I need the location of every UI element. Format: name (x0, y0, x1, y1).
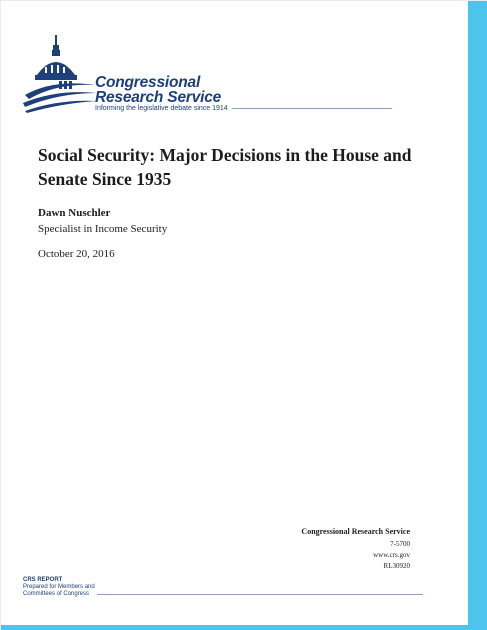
report-title: Social Security: Major Decisions in the House and Senate Since 1935 (38, 145, 412, 189)
brand-line-1: Congressional (95, 74, 201, 91)
footer-divider (97, 594, 423, 595)
publisher-name: Congressional Research Service (301, 527, 410, 536)
report-audience-line-2: Committees of Congress (23, 591, 90, 597)
tagline-row (95, 105, 392, 112)
brand-line-2: Research Service (95, 89, 222, 106)
accent-bottom-bar (1, 625, 469, 630)
accent-side-bar (468, 1, 487, 630)
report-date: October 20, 2016 (38, 248, 115, 260)
capitol-dome-icon (23, 35, 99, 113)
publisher-website: www.crs.gov (373, 551, 410, 559)
report-audience-line-1: Prepared for Members and (23, 584, 95, 590)
author-title: Specialist in Income Security (38, 223, 168, 235)
tagline-divider (232, 108, 392, 109)
report-label: CRS REPORT (23, 577, 63, 583)
brand-name (95, 75, 221, 105)
report-number: RL30920 (383, 562, 410, 570)
author-name: Dawn Nuschler (38, 207, 111, 219)
tagline: Informing the legislative debate since 1914 (95, 105, 228, 112)
report-footer (23, 577, 95, 598)
publisher-phone: 7-5700 (390, 540, 410, 548)
publisher-info (301, 525, 410, 572)
